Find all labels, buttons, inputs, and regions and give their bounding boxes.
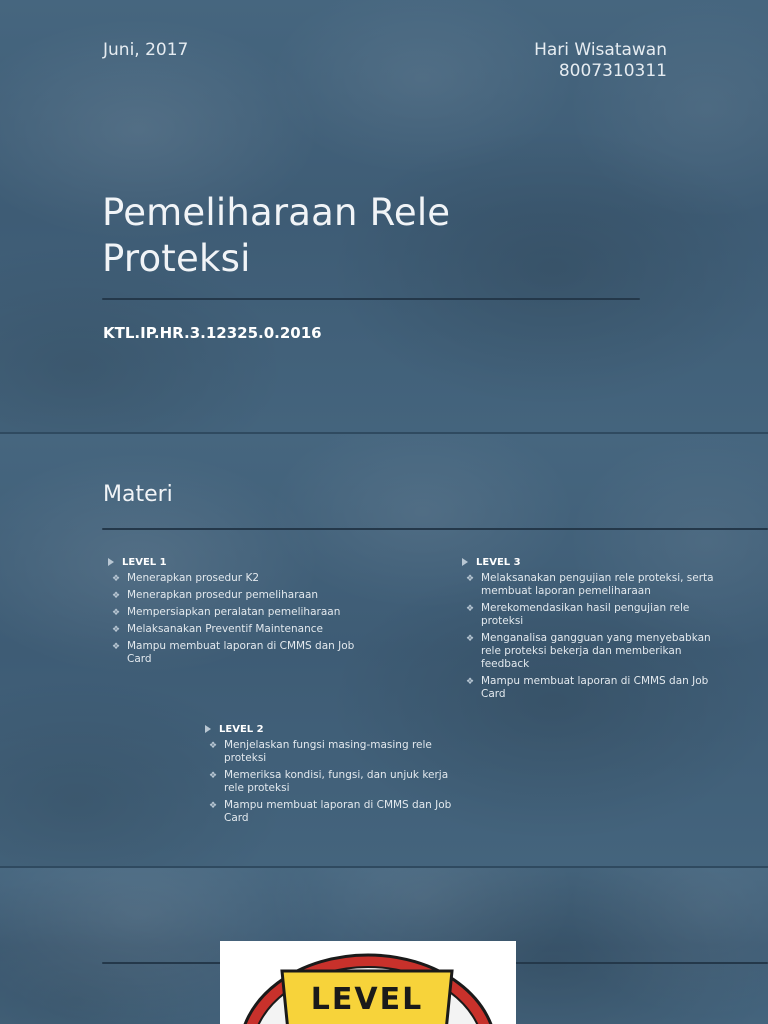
list-item: ❖ Menerapkan prosedur pemeliharaan (112, 589, 319, 601)
arrow-right-icon (462, 558, 468, 566)
title-slide (0, 0, 768, 432)
level-badge-image (220, 941, 516, 1024)
level-1-label: LEVEL 1 (122, 556, 167, 568)
badge-text: LEVEL (310, 982, 424, 1017)
level-3-label: LEVEL 3 (476, 556, 521, 568)
diamond-bullet-icon: ❖ (112, 642, 121, 652)
diamond-bullet-icon: ❖ (112, 625, 121, 635)
diamond-bullet-icon: ❖ (209, 741, 218, 751)
list-item: ❖ Menerapkan prosedur K2 (112, 572, 260, 584)
list-item: ❖ Melaksanakan pengujian rele proteksi, serta membuat laporan pemeliharaan (466, 572, 714, 597)
diamond-bullet-icon: ❖ (209, 771, 218, 781)
presentation-date: Juni, 2017 (103, 40, 189, 60)
level-3-block (462, 555, 732, 705)
level-2-title (205, 722, 467, 736)
level-3-list (462, 572, 732, 701)
list-item: ❖ Melaksanakan Preventif Maintenance (112, 623, 323, 635)
title-divider (102, 298, 640, 300)
materi-heading: Materi (103, 482, 173, 507)
level-slide (0, 868, 768, 1024)
level-3-title (462, 555, 732, 569)
list-item: ❖ Menganalisa gangguan yang menyebabkan rele proteksi bekerja dan memberikan feedback (466, 632, 711, 670)
level-badge-graphic (220, 941, 516, 1024)
diamond-bullet-icon: ❖ (209, 801, 218, 811)
arrow-right-icon (108, 558, 114, 566)
diamond-bullet-icon: ❖ (112, 608, 121, 618)
author-block (534, 40, 667, 82)
level-2-block (205, 722, 467, 829)
level-2-list (205, 739, 467, 825)
slide-title-line-1: Pemeliharaan Rele (102, 191, 451, 234)
list-item: ❖ Merekomendasikan hasil pengujian rele proteksi (466, 602, 690, 627)
list-item: ❖ Menjelaskan fungsi masing-masing rele proteksi (209, 739, 432, 764)
diamond-bullet-icon: ❖ (112, 574, 121, 584)
level-1-title (108, 555, 358, 569)
slide-title (102, 190, 662, 282)
slide-title-line-2: Proteksi (102, 237, 251, 280)
diamond-bullet-icon: ❖ (466, 677, 475, 687)
author-id: 8007310311 (558, 61, 667, 81)
level-2-label: LEVEL 2 (219, 723, 264, 735)
list-item: ❖ Mampu membuat laporan di CMMS dan Job Card (466, 675, 709, 700)
diamond-bullet-icon: ❖ (112, 591, 121, 601)
diamond-bullet-icon: ❖ (466, 574, 475, 584)
materi-divider (102, 528, 768, 530)
materi-slide (0, 434, 768, 866)
level-1-list (108, 572, 358, 666)
diamond-bullet-icon: ❖ (466, 634, 475, 644)
list-item: ❖ Memeriksa kondisi, fungsi, dan unjuk kerja rele proteksi (209, 769, 449, 794)
document-code: KTL.IP.HR.3.12325.0.2016 (103, 324, 322, 342)
level-1-block (108, 555, 358, 670)
list-item: ❖ Mampu membuat laporan di CMMS dan Job Card (112, 640, 355, 665)
diamond-bullet-icon: ❖ (466, 604, 475, 614)
arrow-right-icon (205, 725, 211, 733)
list-item: ❖ Mempersiapkan peralatan pemeliharaan (112, 606, 341, 618)
list-item: ❖ Mampu membuat laporan di CMMS dan Job Card (209, 799, 452, 824)
author-name: Hari Wisatawan (534, 40, 667, 60)
